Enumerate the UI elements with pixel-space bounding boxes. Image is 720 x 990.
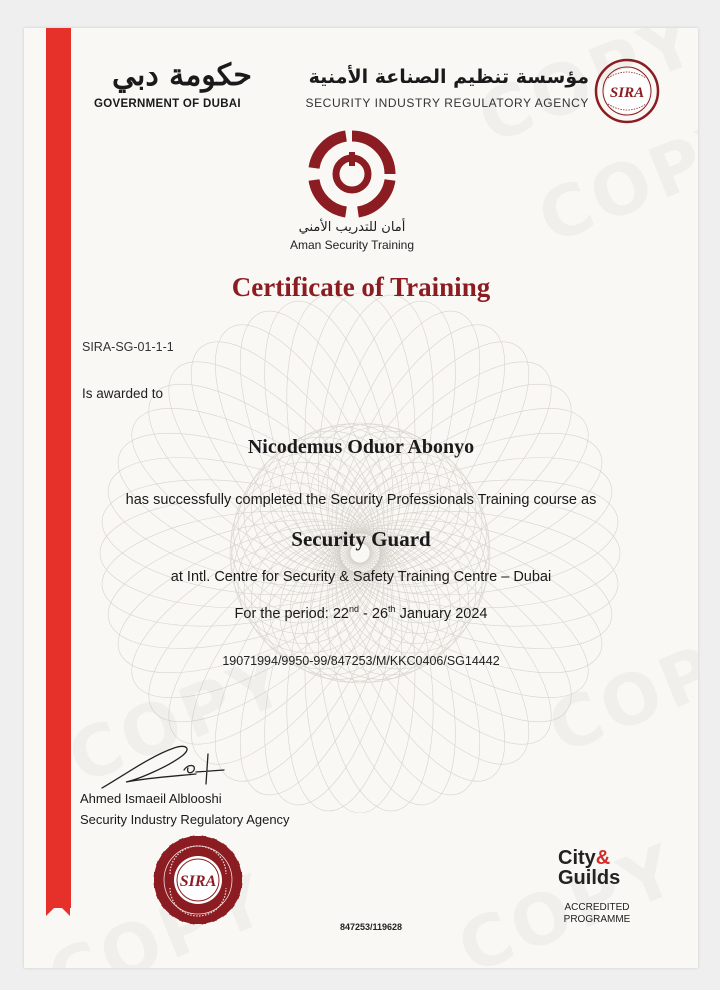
certificate-number: SIRA-SG-01-1-1 — [82, 340, 174, 354]
completion-text: has successfully completed the Security Professionals Training course as — [125, 492, 597, 508]
period-start-suffix: nd — [349, 604, 360, 614]
sira-arabic-name: مؤسسة تنظيم الصناعة الأمنية — [308, 66, 589, 88]
training-centre: at Intl. Centre for Security & Safety Training Centre – Dubai — [170, 569, 552, 585]
red-ribbon-tip — [46, 904, 70, 916]
aman-logo-icon — [306, 128, 398, 220]
guilds-text: Guilds — [558, 867, 621, 889]
gov-dubai-label: GOVERNMENT OF DUBAI — [94, 98, 241, 110]
signatory-organization: Security Industry Regulatory Agency — [80, 812, 290, 827]
signatory-block — [80, 788, 290, 830]
city-guilds-logo — [558, 848, 638, 888]
accredited-label: ACCREDITED — [564, 902, 630, 913]
serial-number: 847253/119628 — [339, 922, 403, 932]
aman-arabic-name: أمان للتدريب الأمني — [298, 220, 406, 235]
aman-english-name: Aman Security Training — [289, 238, 415, 252]
period-end-suffix: th — [388, 604, 396, 614]
period-month-year: January 2024 — [395, 605, 488, 622]
awarded-label: Is awarded to — [82, 386, 164, 401]
ampersand-icon: & — [595, 847, 611, 869]
gov-dubai-arabic-logo: حكومة دبي — [112, 58, 252, 93]
city-text: City — [558, 847, 596, 869]
period-end: - 26 — [359, 605, 389, 622]
red-ribbon — [46, 28, 71, 908]
training-period — [64, 604, 658, 622]
sira-seal-icon — [152, 834, 244, 926]
city-guilds-line1 — [558, 848, 638, 868]
signature-image — [96, 734, 226, 794]
role-title: Security Guard — [291, 527, 431, 551]
sira-english-name: SECURITY INDUSTRY REGULATORY AGENCY — [305, 96, 589, 110]
programme-label: PROGRAMME — [563, 914, 631, 925]
recipient-name: Nicodemus Oduor Abonyo — [247, 436, 475, 458]
sira-logo-text: SIRA — [609, 85, 645, 101]
period-start: For the period: 22 — [234, 605, 349, 622]
certificate-title: Certificate of Training — [231, 272, 491, 302]
signatory-name: Ahmed Ismaeil Alblooshi — [80, 791, 222, 806]
certificate-paper — [24, 28, 698, 968]
reference-code: 19071994/9950-99/847253/M/KKC0406/SG14442 — [222, 654, 500, 668]
sira-logo-icon — [594, 58, 660, 124]
seal-text: SIRA — [179, 873, 217, 890]
accredited-programme — [552, 902, 642, 926]
